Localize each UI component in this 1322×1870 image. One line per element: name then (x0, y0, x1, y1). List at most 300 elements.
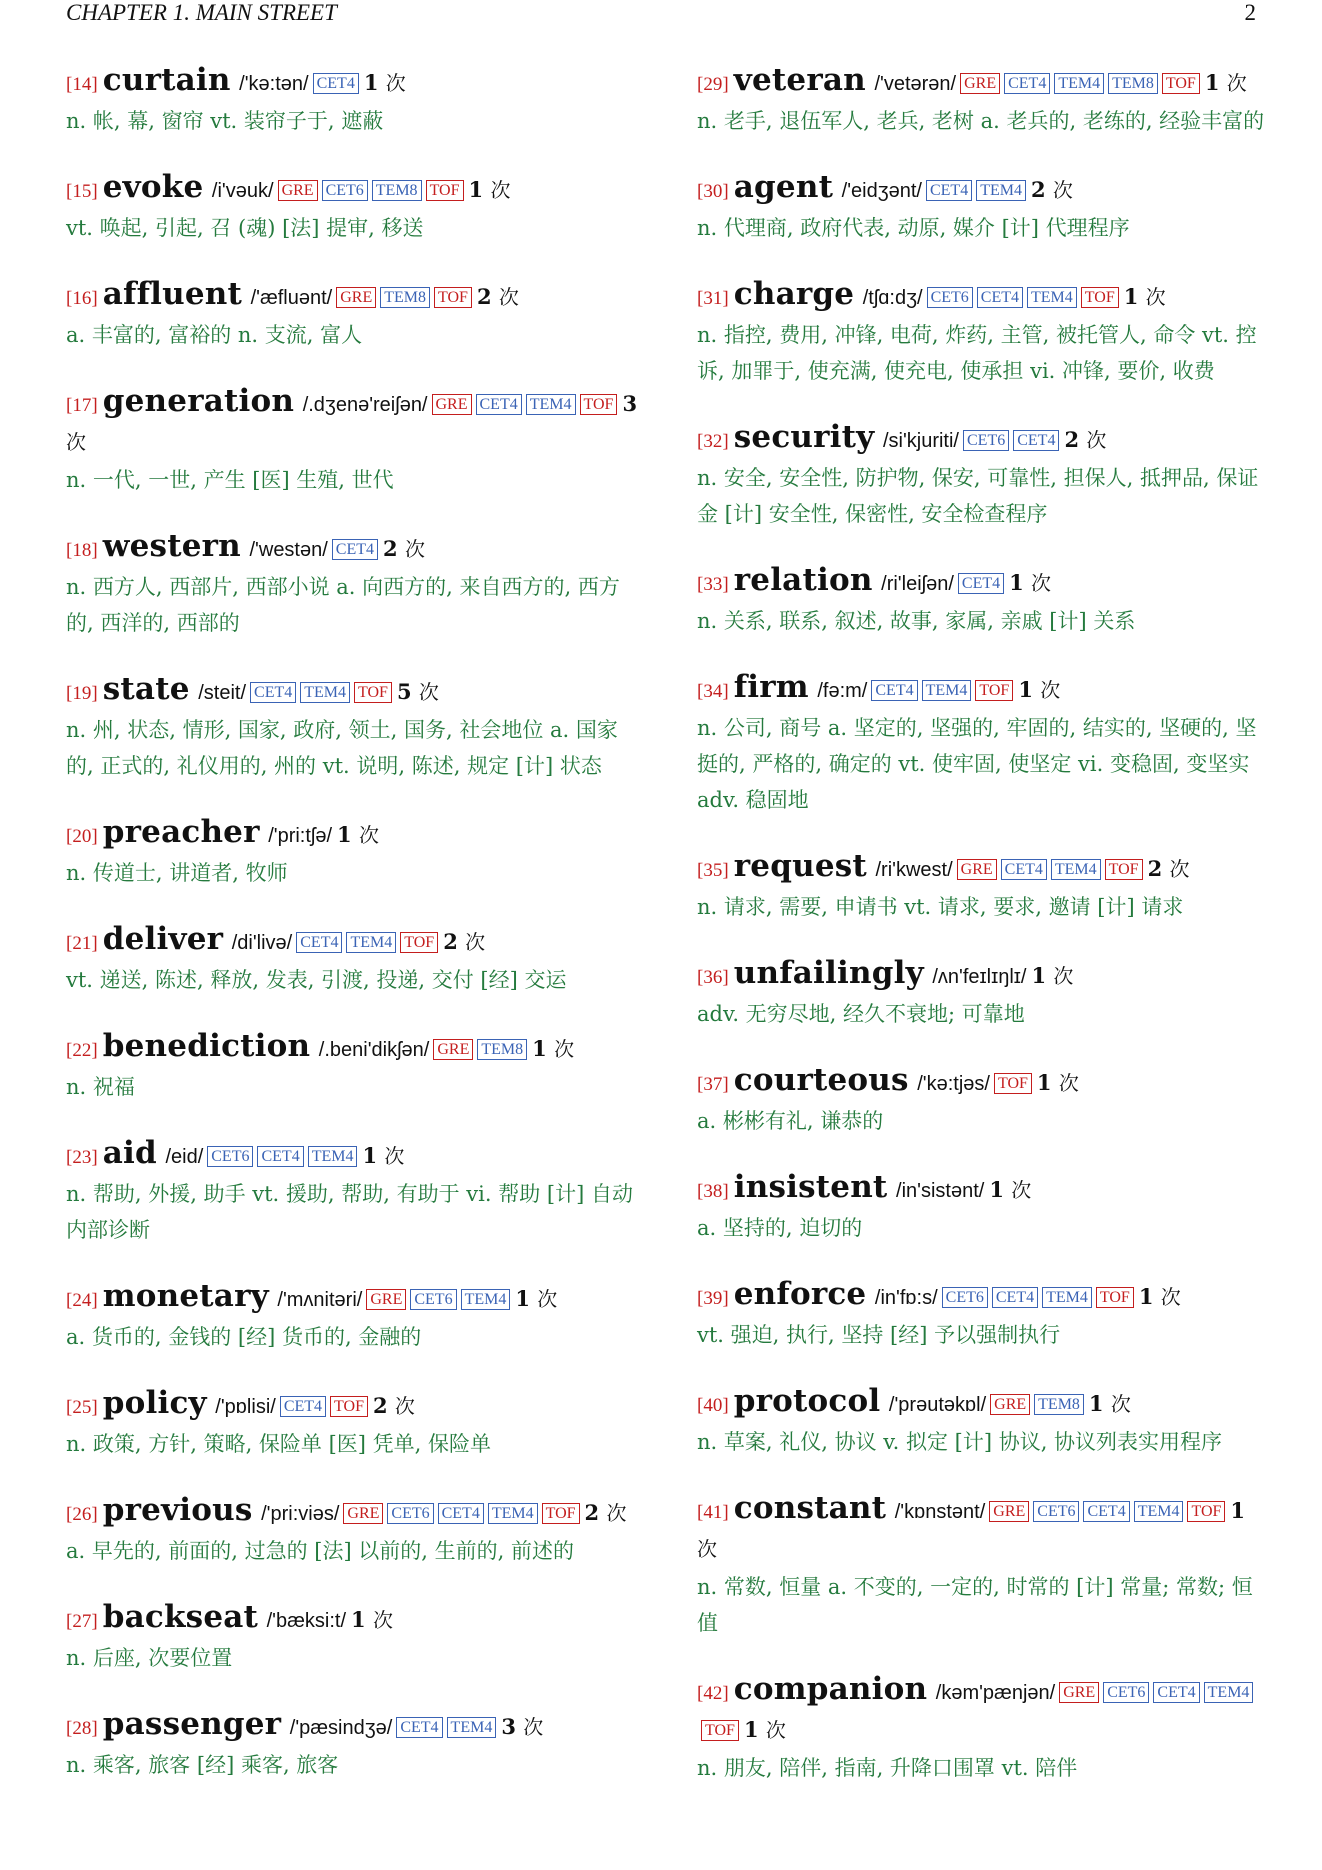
exam-tag-tem4: TEM4 (1042, 1287, 1092, 1308)
phonetic: /ri'leiʃən/ (875, 573, 954, 595)
exam-tag-tem4: TEM4 (1134, 1501, 1184, 1522)
count-suffix: 次 (537, 1287, 558, 1311)
dictionary-entry (697, 276, 1269, 389)
definition: n. 西方人, 西部片, 西部小说 a. 向西方的, 来自西方的, 西方的, 西洋的, 西部的 (66, 575, 620, 635)
entry-number: [14] (66, 74, 98, 95)
entry-headline (697, 276, 1269, 317)
entry-number: [28] (66, 1718, 98, 1739)
headword: protocol (733, 1383, 881, 1419)
headword: curtain (102, 62, 231, 98)
exam-tag-tem4: TEM4 (488, 1503, 538, 1524)
count-suffix: 次 (1053, 964, 1074, 988)
entry-headline (697, 562, 1269, 603)
occurrence-count: 1 次 (362, 1143, 405, 1168)
dictionary-entry (66, 276, 638, 353)
dictionary-entry (66, 1028, 638, 1105)
exam-tag-cet6: CET6 (942, 1287, 988, 1308)
entry-headline (697, 1383, 1269, 1424)
count-suffix: 次 (394, 1394, 415, 1418)
exam-tag-tem4: TEM4 (1051, 859, 1101, 880)
occurrence-count: 1 次 (1138, 1284, 1181, 1309)
exam-tag-cet4: CET4 (250, 682, 296, 703)
occurrence-count: 1 次 (1031, 963, 1074, 988)
headword: monetary (102, 1278, 269, 1314)
exam-tag-cet6: CET6 (322, 180, 368, 201)
entry-number: [26] (66, 1504, 98, 1525)
exam-tag-tem4: TEM4 (1027, 287, 1077, 308)
phonetic: /ʌn'feɪlɪŋlɪ/ (926, 966, 1027, 988)
phonetic: /'kɒnstənt/ (889, 1501, 986, 1523)
count-suffix: 次 (66, 430, 86, 454)
exam-tag-tem4: TEM4 (526, 394, 576, 415)
count-suffix: 次 (1040, 678, 1061, 702)
entry-number: [25] (66, 1397, 98, 1418)
definition: n. 传道士, 讲道者, 牧师 (66, 861, 288, 885)
exam-tag-cet6: CET6 (1033, 1501, 1079, 1522)
occurrence-count: 2 次 (584, 1500, 627, 1525)
headword: veteran (733, 62, 866, 98)
count-suffix: 次 (1145, 285, 1166, 309)
count-suffix: 次 (606, 1501, 627, 1525)
occurrence-count: 1 次 (989, 1177, 1032, 1202)
definition: n. 代理商, 政府代表, 动原, 媒介 [计] 代理程序 (697, 216, 1130, 240)
definition: n. 老手, 退伍军人, 老兵, 老树 a. 老兵的, 老练的, 经验丰富的 (697, 109, 1265, 133)
left-column (66, 62, 638, 1813)
exam-tag-tem4: TEM4 (308, 1146, 358, 1167)
dictionary-entry (66, 814, 638, 891)
phonetic: /fə:m/ (811, 680, 868, 702)
dictionary-entry (697, 1276, 1269, 1353)
headword: policy (102, 1385, 207, 1421)
count-suffix: 次 (418, 680, 439, 704)
entry-headline (66, 1135, 638, 1176)
dictionary-entry (697, 562, 1269, 639)
definition: vt. 强迫, 执行, 坚持 [经] 予以强制执行 (697, 1323, 1061, 1347)
entry-number: [29] (697, 74, 729, 95)
exam-tag-cet4: CET4 (438, 1503, 484, 1524)
entry-headline (697, 1490, 1269, 1569)
dictionary-entry (697, 1383, 1269, 1460)
entry-headline (66, 921, 638, 962)
dictionary-entry (66, 921, 638, 998)
exam-tag-gre: GRE (366, 1289, 406, 1310)
dictionary-entry (697, 1671, 1269, 1786)
count-suffix: 次 (1160, 1285, 1181, 1309)
exam-tag-cet4: CET4 (1153, 1682, 1199, 1703)
count-suffix: 次 (465, 930, 486, 954)
headword: previous (102, 1492, 253, 1528)
dictionary-entry (697, 1169, 1269, 1246)
exam-tag-cet4: CET4 (977, 287, 1023, 308)
dictionary-entry (66, 169, 638, 246)
entry-headline (66, 671, 638, 712)
count-suffix: 次 (1110, 1392, 1131, 1416)
exam-tag-cet6: CET6 (1103, 1682, 1149, 1703)
entry-number: [19] (66, 683, 98, 704)
entry-headline (66, 528, 638, 569)
entry-number: [31] (697, 288, 729, 309)
occurrence-count: 1 次 (697, 1498, 1246, 1561)
dictionary-entry (697, 419, 1269, 532)
entry-number: [39] (697, 1288, 729, 1309)
exam-tag-tem4: TEM4 (1204, 1682, 1254, 1703)
exam-tag-gre: GRE (989, 1501, 1029, 1522)
exam-tag-tof: TOF (1081, 287, 1119, 308)
definition: a. 货币的, 金钱的 [经] 货币的, 金融的 (66, 1325, 422, 1349)
count-suffix: 次 (404, 537, 425, 561)
definition: a. 彬彬有礼, 谦恭的 (697, 1109, 884, 1133)
dictionary-entry (66, 62, 638, 139)
dictionary-entry (66, 528, 638, 641)
entry-number: [36] (697, 967, 729, 988)
exam-tag-cet4: CET4 (313, 73, 359, 94)
exam-tag-tem4: TEM4 (461, 1289, 511, 1310)
entry-number: [21] (66, 933, 98, 954)
dictionary-entry (66, 1492, 638, 1569)
count-suffix: 次 (372, 1608, 393, 1632)
occurrence-count: 1 次 (515, 1286, 558, 1311)
occurrence-count: 5 次 (396, 679, 439, 704)
count-suffix: 次 (554, 1037, 575, 1061)
definition: n. 一代, 一世, 产生 [医] 生殖, 世代 (66, 468, 394, 492)
occurrence-count: 1 次 (337, 822, 379, 847)
count-suffix: 次 (490, 178, 511, 202)
exam-tag-cet4: CET4 (871, 680, 917, 701)
exam-tag-tem4: TEM4 (1054, 73, 1104, 94)
dictionary-entry (66, 1278, 638, 1355)
definition: n. 公司, 商号 a. 坚定的, 坚强的, 牢固的, 结实的, 坚硬的, 坚挺的, 严格的, 确定的 vt. 使牢固, 使坚定 vi. 变稳固, 变坚实 adv. 稳固地 (697, 716, 1257, 812)
dictionary-entry (697, 955, 1269, 1032)
exam-tag-tem4: TEM4 (447, 1717, 497, 1738)
phonetic: /tʃɑ:dʒ/ (857, 287, 923, 309)
entry-headline (697, 1062, 1269, 1103)
dictionary-entry (66, 1706, 638, 1783)
entry-number: [40] (697, 1395, 729, 1416)
exam-tag-gre: GRE (990, 1394, 1030, 1415)
exam-tag-tof: TOF (975, 680, 1013, 701)
entry-headline (697, 1276, 1269, 1317)
phonetic: /kəm'pænjən/ (930, 1682, 1056, 1704)
phonetic: /.dʒenə'reiʃən/ (297, 394, 428, 416)
exam-tag-tof: TOF (1162, 73, 1200, 94)
entry-number: [34] (697, 681, 729, 702)
exam-tag-gre: GRE (278, 180, 318, 201)
exam-tag-cet4: CET4 (1083, 1501, 1129, 1522)
exam-tag-tof: TOF (1187, 1501, 1225, 1522)
exam-tag-tem4: TEM4 (976, 180, 1026, 201)
occurrence-count: 2 次 (383, 536, 425, 561)
right-column (697, 62, 1269, 1816)
definition: a. 丰富的, 富裕的 n. 支流, 富人 (66, 323, 363, 347)
dictionary-entry (697, 848, 1269, 925)
count-suffix: 次 (498, 285, 519, 309)
occurrence-count: 1 次 (1009, 570, 1052, 595)
headword: passenger (102, 1706, 282, 1742)
entry-headline (66, 169, 638, 210)
exam-tag-cet4: CET4 (280, 1396, 326, 1417)
entry-headline (66, 1278, 638, 1319)
occurrence-count: 2 次 (476, 284, 519, 309)
phonetic: /'eidʒənt/ (836, 180, 922, 202)
phonetic: /'pɒlisi/ (209, 1396, 276, 1418)
phonetic: /'kə:tjəs/ (911, 1073, 990, 1095)
exam-tag-tem8: TEM8 (380, 287, 430, 308)
definition: n. 乘客, 旅客 [经] 乘客, 旅客 (66, 1753, 339, 1777)
entry-number: [17] (66, 395, 98, 416)
entry-headline (66, 276, 638, 317)
exam-tag-cet4: CET4 (1001, 859, 1047, 880)
entry-number: [22] (66, 1040, 98, 1061)
count-suffix: 次 (1052, 178, 1073, 202)
headword: state (102, 671, 190, 707)
exam-tag-cet4: CET4 (396, 1717, 442, 1738)
phonetic: /'westən/ (243, 539, 328, 561)
entry-headline (66, 1492, 638, 1533)
entry-headline (697, 62, 1269, 103)
entry-number: [37] (697, 1074, 729, 1095)
headword: agent (733, 169, 834, 205)
headword: affluent (102, 276, 243, 312)
headword: charge (733, 276, 855, 312)
entry-headline (66, 1706, 638, 1747)
count-suffix: 次 (384, 1144, 405, 1168)
dictionary-entry (697, 62, 1269, 139)
headword: benediction (102, 1028, 311, 1064)
occurrence-count: 1 次 (1018, 677, 1061, 702)
count-suffix: 次 (523, 1715, 544, 1739)
entry-number: [18] (66, 540, 98, 561)
count-suffix: 次 (1011, 1178, 1032, 1202)
exam-tag-cet4: CET4 (1013, 430, 1059, 451)
phonetic: /ri'kwest/ (869, 859, 953, 881)
count-suffix: 次 (1086, 428, 1107, 452)
entry-headline (697, 955, 1269, 996)
occurrence-count: 2 次 (443, 929, 486, 954)
entry-headline (66, 1385, 638, 1426)
occurrence-count: 1 次 (532, 1036, 575, 1061)
entry-headline (697, 1671, 1269, 1750)
entry-number: [16] (66, 288, 98, 309)
entry-number: [23] (66, 1147, 98, 1168)
occurrence-count: 1 次 (1036, 1070, 1079, 1095)
entry-headline (66, 62, 638, 103)
exam-tag-tof: TOF (1096, 1287, 1134, 1308)
definition: a. 坚持的, 迫切的 (697, 1216, 863, 1240)
exam-tag-tof: TOF (434, 287, 472, 308)
phonetic: /'vetərən/ (868, 73, 957, 95)
occurrence-count: 1 次 (363, 70, 406, 95)
dictionary-entry (66, 1135, 638, 1248)
occurrence-count: 2 次 (1064, 427, 1107, 452)
definition: n. 祝福 (66, 1075, 135, 1099)
exam-tag-tof: TOF (1105, 859, 1143, 880)
exam-tag-tof: TOF (542, 1503, 580, 1524)
phonetic: /'bæksi:t/ (261, 1610, 347, 1632)
headword: insistent (733, 1169, 888, 1205)
exam-tag-tem4: TEM4 (300, 682, 350, 703)
exam-tag-tof: TOF (994, 1073, 1032, 1094)
dictionary-entry (697, 169, 1269, 246)
phonetic: /'pri:tʃə/ (262, 825, 333, 847)
exam-tag-cet4: CET4 (1004, 73, 1050, 94)
exam-tag-gre: GRE (433, 1039, 473, 1060)
definition: n. 朋友, 陪伴, 指南, 升降口围罩 vt. 陪伴 (697, 1756, 1078, 1780)
headword: request (733, 848, 867, 884)
definition: n. 草案, 礼仪, 协议 v. 拟定 [计] 协议, 协议列表实用程序 (697, 1430, 1223, 1454)
exam-tag-cet4: CET4 (958, 573, 1004, 594)
entry-number: [38] (697, 1181, 729, 1202)
exam-tag-tof: TOF (354, 682, 392, 703)
occurrence-count: 1 次 (468, 177, 511, 202)
dictionary-entry (66, 383, 638, 498)
occurrence-count: 2 次 (1147, 856, 1190, 881)
count-suffix: 次 (765, 1718, 786, 1742)
headword: courteous (733, 1062, 909, 1098)
exam-tag-gre: GRE (336, 287, 376, 308)
definition: n. 关系, 联系, 叙述, 故事, 家属, 亲戚 [计] 关系 (697, 609, 1136, 633)
dictionary-entry (697, 1062, 1269, 1139)
entry-number: [32] (697, 431, 729, 452)
definition: adv. 无穷尽地, 经久不衰地; 可靠地 (697, 1002, 1025, 1026)
dictionary-entry (66, 1599, 638, 1676)
exam-tag-cet4: CET4 (257, 1146, 303, 1167)
dictionary-entry (697, 669, 1269, 818)
exam-tag-gre: GRE (957, 859, 997, 880)
definition: n. 州, 状态, 情形, 国家, 政府, 领土, 国务, 社会地位 a. 国家的, 正式的, 礼仪用的, 州的 vt. 说明, 陈述, 规定 [计] 状态 (66, 718, 618, 778)
headword: security (733, 419, 875, 455)
definition: n. 帮助, 外援, 助手 vt. 援助, 帮助, 有助于 vi. 帮助 [计] 自动内部诊断 (66, 1182, 633, 1242)
entry-number: [27] (66, 1611, 98, 1632)
definition: vt. 递送, 陈述, 释放, 发表, 引渡, 投递, 交付 [经] 交运 (66, 968, 567, 992)
phonetic: /'pri:viəs/ (255, 1503, 340, 1525)
entry-number: [33] (697, 574, 729, 595)
occurrence-count: 1 次 (1204, 70, 1247, 95)
phonetic: /steit/ (192, 682, 247, 704)
exam-tag-cet4: CET4 (926, 180, 972, 201)
definition: n. 安全, 安全性, 防护物, 保安, 可靠性, 担保人, 抵押品, 保证金 [计] 安全性, 保密性, 安全检查程序 (697, 466, 1259, 526)
count-suffix: 次 (1058, 1071, 1079, 1095)
exam-tag-tem4: TEM4 (346, 932, 396, 953)
count-suffix: 次 (1169, 857, 1190, 881)
headword: preacher (102, 814, 260, 850)
definition: n. 常数, 恒量 a. 不变的, 一定的, 时常的 [计] 常量; 常数; 恒值 (697, 1575, 1253, 1635)
exam-tag-tem8: TEM8 (372, 180, 422, 201)
exam-tag-cet4: CET4 (476, 394, 522, 415)
dictionary-entry (66, 671, 638, 784)
exam-tag-cet6: CET6 (387, 1503, 433, 1524)
entry-number: [35] (697, 860, 729, 881)
exam-tag-cet6: CET6 (963, 430, 1009, 451)
count-suffix: 次 (697, 1537, 717, 1561)
entry-headline (697, 669, 1269, 710)
entry-number: [24] (66, 1290, 98, 1311)
headword: evoke (102, 169, 204, 205)
headword: firm (733, 669, 809, 705)
headword: relation (733, 562, 873, 598)
exam-tag-gre: GRE (343, 1503, 383, 1524)
page-number: 2 (1244, 0, 1256, 25)
occurrence-count: 1 次 (1088, 1391, 1131, 1416)
exam-tag-tem8: TEM8 (477, 1039, 527, 1060)
count-suffix: 次 (1031, 571, 1052, 595)
count-suffix: 次 (358, 823, 379, 847)
headword: generation (102, 383, 295, 419)
occurrence-count: 2 次 (372, 1393, 415, 1418)
entry-headline (697, 169, 1269, 210)
dictionary-entry (697, 1490, 1269, 1641)
count-suffix: 次 (385, 71, 406, 95)
phonetic: /di'livə/ (226, 932, 293, 954)
exam-tag-tof: TOF (426, 180, 464, 201)
definition: vt. 唤起, 引起, 召 (魂) [法] 提审, 移送 (66, 216, 424, 240)
count-suffix: 次 (1226, 71, 1247, 95)
occurrence-count: 3 次 (66, 391, 638, 454)
occurrence-count: 1 次 (1123, 284, 1166, 309)
headword: backseat (102, 1599, 259, 1635)
headword: western (102, 528, 241, 564)
headword: companion (733, 1671, 928, 1707)
headword: constant (733, 1490, 887, 1526)
phonetic: /eid/ (159, 1146, 204, 1168)
occurrence-count: 1 次 (351, 1607, 393, 1632)
exam-tag-tof: TOF (701, 1720, 739, 1741)
exam-tag-gre: GRE (1059, 1682, 1099, 1703)
entry-headline (697, 419, 1269, 460)
phonetic: /'æfluənt/ (245, 287, 333, 309)
entry-headline (66, 1599, 638, 1640)
exam-tag-cet6: CET6 (207, 1146, 253, 1167)
entry-number: [20] (66, 826, 98, 847)
entry-number: [30] (697, 181, 729, 202)
exam-tag-cet4: CET4 (992, 1287, 1038, 1308)
headword: deliver (102, 921, 224, 957)
phonetic: /in'fɒ:s/ (869, 1287, 938, 1309)
definition: n. 请求, 需要, 申请书 vt. 请求, 要求, 邀请 [计] 请求 (697, 895, 1184, 919)
exam-tag-tof: TOF (580, 394, 618, 415)
entry-number: [41] (697, 1502, 729, 1523)
definition: n. 指控, 费用, 冲锋, 电荷, 炸药, 主管, 被托管人, 命令 vt. 控诉, 加罪于, 使充满, 使充电, 使承担 vi. 冲锋, 要价, 收费 (697, 323, 1257, 383)
entry-number: [42] (697, 1683, 729, 1704)
phonetic: /'prəutəkɒl/ (883, 1394, 987, 1416)
phonetic: /in'sistənt/ (890, 1180, 985, 1202)
definition: a. 早先的, 前面的, 过急的 [法] 以前的, 生前的, 前述的 (66, 1539, 575, 1563)
exam-tag-cet4: CET4 (296, 932, 342, 953)
phonetic: /'pæsindʒə/ (284, 1717, 393, 1739)
definition: n. 后座, 次要位置 (66, 1646, 233, 1670)
phonetic: /si'kjuriti/ (877, 430, 959, 452)
exam-tag-tem8: TEM8 (1108, 73, 1158, 94)
dictionary-entry (66, 1385, 638, 1462)
definition: n. 帐, 幕, 窗帘 vt. 装帘子于, 遮蔽 (66, 109, 384, 133)
page-header (66, 0, 1256, 32)
chapter-title: CHAPTER 1. MAIN STREET (66, 0, 337, 25)
exam-tag-tof: TOF (400, 932, 438, 953)
entry-headline (66, 1028, 638, 1069)
headword: aid (102, 1135, 157, 1171)
headword: unfailingly (733, 955, 924, 991)
exam-tag-tem8: TEM8 (1034, 1394, 1084, 1415)
exam-tag-cet4: CET4 (332, 539, 378, 560)
occurrence-count: 3 次 (501, 1714, 544, 1739)
entry-number: [15] (66, 181, 98, 202)
phonetic: /i'vəuk/ (206, 180, 274, 202)
exam-tag-cet6: CET6 (927, 287, 973, 308)
exam-tag-tem4: TEM4 (922, 680, 972, 701)
exam-tag-gre: GRE (432, 394, 472, 415)
exam-tag-tof: TOF (330, 1396, 368, 1417)
phonetic: /.beni'dikʃən/ (313, 1039, 430, 1061)
phonetic: /'kə:tən/ (233, 73, 309, 95)
